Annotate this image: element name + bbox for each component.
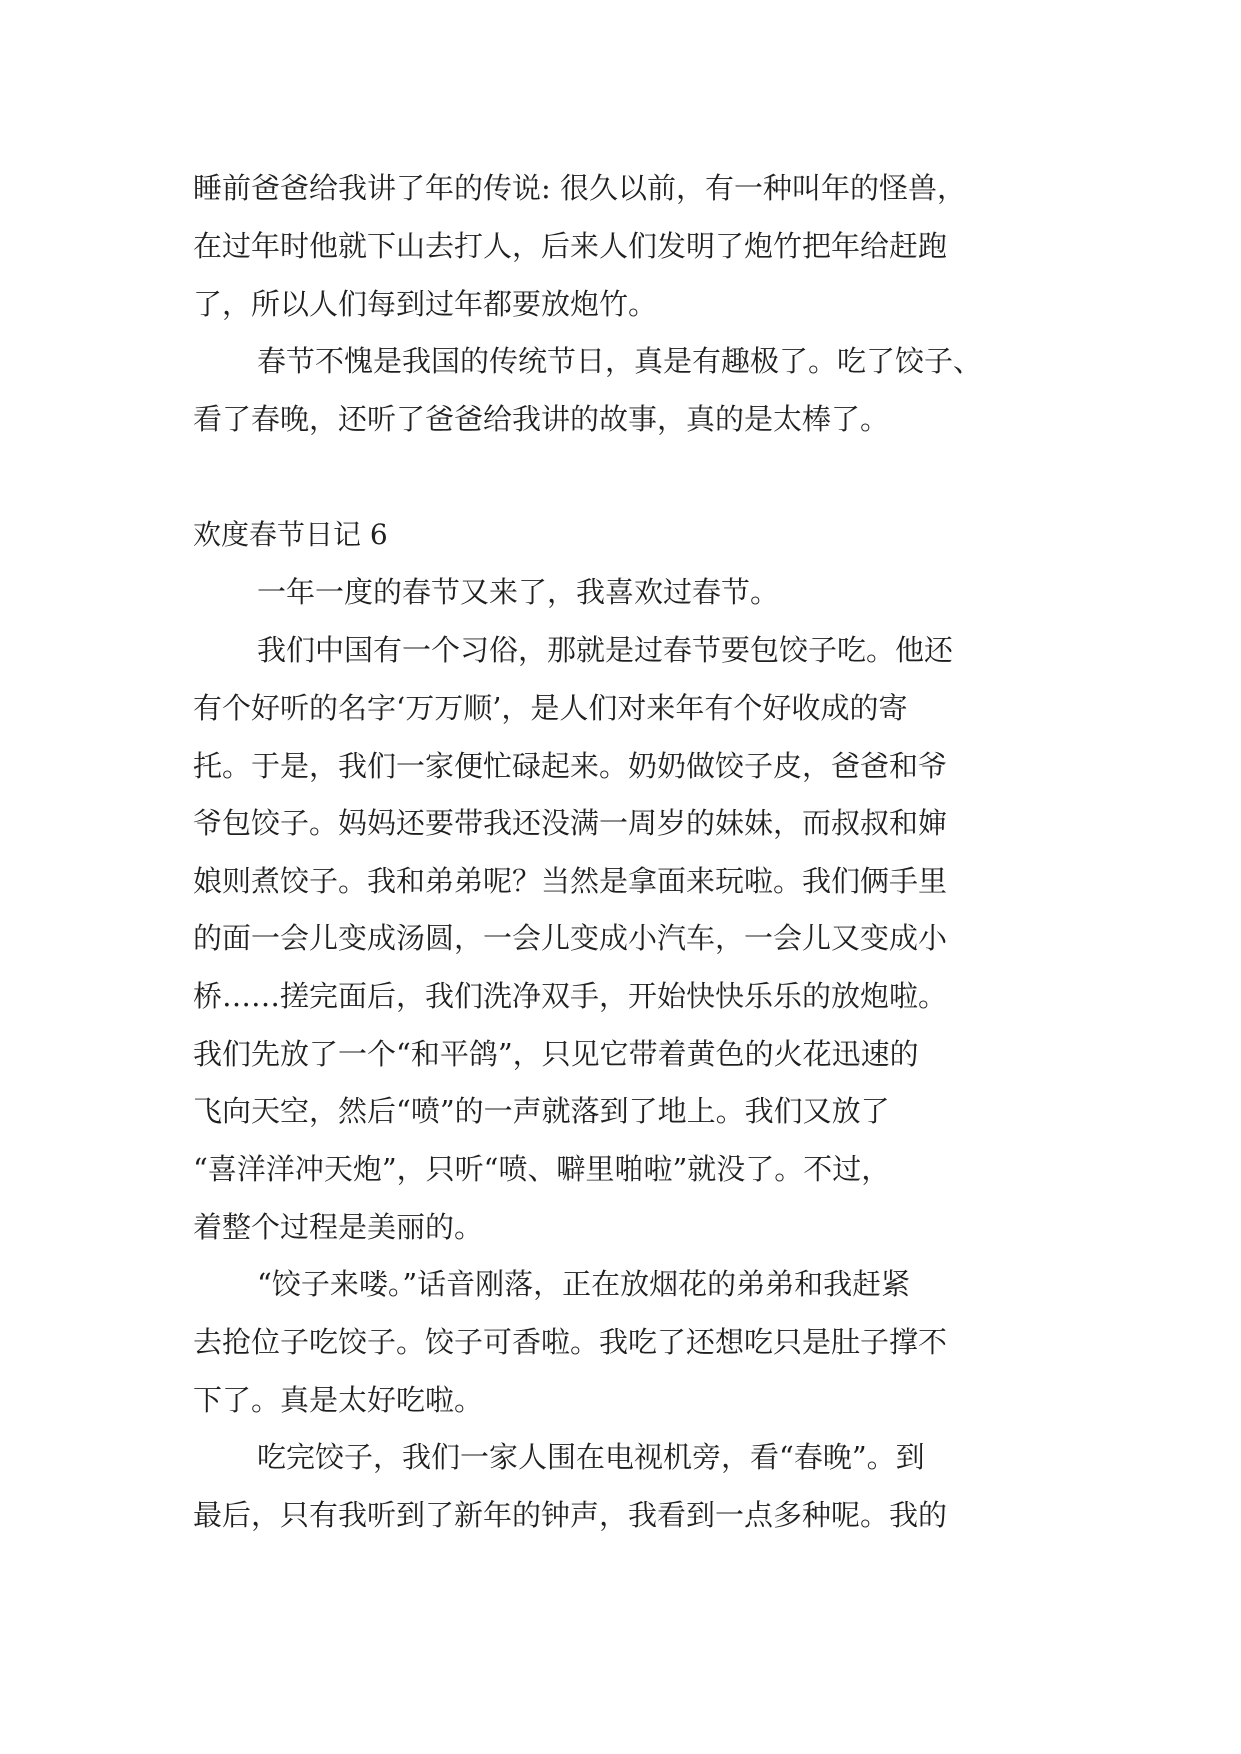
- paragraph-first-line: 吃完饺子，我们一家人围在电视机旁，看“春晚”。到: [257, 1440, 925, 1474]
- text-line: 飞向天空，然后“喷”的一声就落到了地上。我们又放了: [193, 1094, 890, 1128]
- text-line: 去抢位子吃饺子。饺子可香啦。我吃了还想吃只是肚子撑不: [193, 1325, 948, 1359]
- paragraph-first-line: 我们中国有一个习俗，那就是过春节要包饺子吃。他还: [257, 633, 954, 667]
- text-line: 下了。真是太好吃啦。: [193, 1383, 484, 1417]
- section-heading: 欢度春节日记 6: [193, 518, 388, 551]
- text-line: 娘则煮饺子。我和弟弟呢？当然是拿面来玩啦。我们俩手里: [193, 864, 948, 898]
- text-line: 我们先放了一个“和平鸽”，只见它带着黄色的火花迅速的: [193, 1037, 919, 1071]
- paragraph-first-line: 春节不愧是我国的传统节日，真是有趣极了。吃了饺子、: [257, 344, 983, 378]
- text-line: 在过年时他就下山去打人，后来人们发明了炮竹把年给赶跑: [193, 229, 948, 263]
- text-line: 的面一会儿变成汤圆，一会儿变成小汽车，一会儿又变成小: [193, 921, 948, 955]
- text-line: 睡前爸爸给我讲了年的传说: 很久以前，有一种叫年的怪兽，: [193, 171, 966, 205]
- text-line: 爷包饺子。妈妈还要带我还没满一周岁的妹妹，而叔叔和婶: [193, 806, 948, 840]
- text-line: 托。于是，我们一家便忙碌起来。奶奶做饺子皮，爸爸和爷: [193, 749, 948, 783]
- text-line: “喜洋洋冲天炮”，只听“喷、噼里啪啦”就没了。不过，: [193, 1152, 891, 1186]
- text-line: 看了春晚，还听了爸爸给我讲的故事，真的是太棒了。: [193, 402, 890, 436]
- paragraph-first-line: “饺子来喽。”话音刚落，正在放烟花的弟弟和我赶紧: [257, 1267, 911, 1301]
- text-line: 最后，只有我听到了新年的钟声，我看到一点多种呢。我的: [193, 1498, 948, 1532]
- text-line: 着整个过程是美丽的。: [193, 1210, 484, 1244]
- text-line: 有个好听的名字‘万万顺’，是人们对来年有个好收成的寄: [193, 691, 908, 725]
- text-line: 了，所以人们每到过年都要放炮竹。: [193, 287, 658, 321]
- paragraph-first-line: 一年一度的春节又来了，我喜欢过春节。: [257, 575, 780, 609]
- text-line: 桥……搓完面后，我们洗净双手，开始快快乐乐的放炮啦。: [193, 979, 948, 1013]
